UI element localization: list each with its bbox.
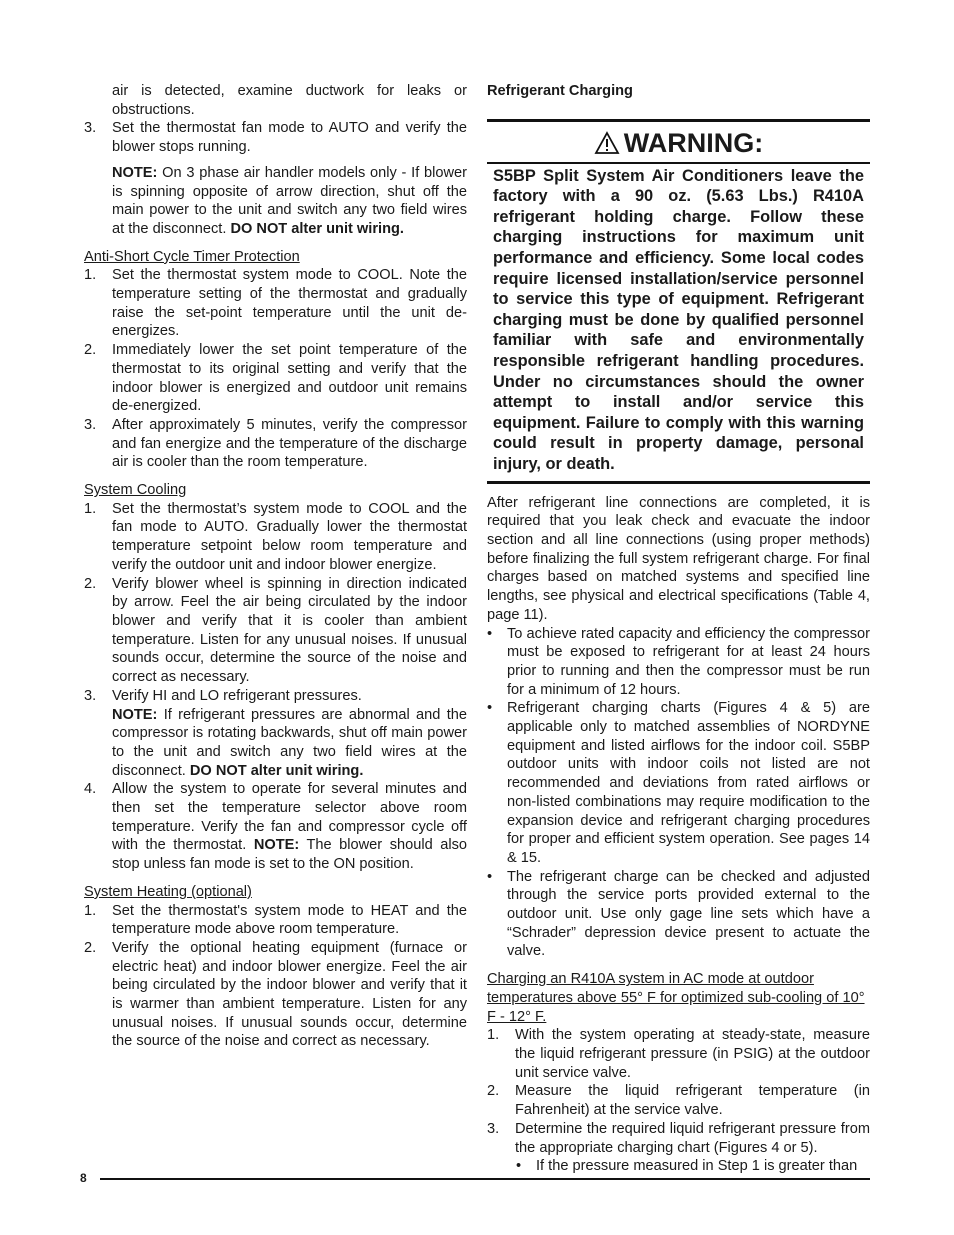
- after-paragraph: After refrigerant line connections are completed, it is required that you leak check and evacuate the indoor section and all line connections (using proper methods) before finalizing the full system refrigerant charge. For final charges based on matched systems and specified line lengths, see physical and electrical specifications (Table 4, page 11).: [487, 494, 870, 623]
- section-title: Refrigerant Charging: [487, 83, 633, 99]
- list-item: [487, 699, 870, 867]
- list-item-number: 1.: [84, 267, 97, 284]
- warning-title: WARNING:: [623, 127, 764, 158]
- list-item: [487, 1026, 870, 1082]
- note-label: NOTE:: [112, 706, 158, 723]
- list-item: [84, 341, 467, 416]
- bullet-dot: •: [487, 700, 493, 717]
- list-item-number: 3.: [487, 1120, 500, 1137]
- intro-item-3-text: Set the thermostat fan mode to AUTO and verify the blower stops running.: [112, 120, 467, 156]
- list-item-number: 2.: [84, 342, 97, 359]
- intro-continuation: air is detected, examine ductwork for leaks or obstructions.: [112, 83, 467, 118]
- list-item-text: Verify HI and LO refrigerant pressures.: [112, 687, 362, 704]
- list-item: [84, 500, 467, 575]
- note-text: If refrigerant pressures are abnormal and the compressor is rotating backwards, shut off main power to the unit and switch any two field wires at the disconnect.: [112, 706, 467, 779]
- list-item-number: 2.: [84, 575, 97, 592]
- list-item-text: Allow the system to operate for several minutes and then set the temperature selector above room temperature. Verify the fan and compressor cycle off with the thermostat.: [112, 781, 467, 854]
- list-item: [84, 575, 467, 687]
- system-heating-heading: System Heating (optional): [84, 883, 252, 900]
- list-item-number: 1.: [487, 1027, 500, 1044]
- list-item: [84, 416, 467, 472]
- warning-triangle-icon: [594, 131, 620, 155]
- anti-short-cycle-heading: Anti-Short Cycle Timer Protection: [84, 248, 300, 265]
- bullet-dot: •: [487, 625, 493, 642]
- intro-item-3: [84, 119, 467, 156]
- bullet-list: [487, 625, 870, 962]
- list-item-number: 2.: [487, 1083, 500, 1100]
- list-item: [84, 780, 467, 874]
- list-item-number: 4.: [84, 781, 97, 798]
- list-item: [84, 939, 467, 1051]
- note-bold-end: DO NOT alter unit wiring.: [189, 762, 364, 779]
- list-item: [84, 902, 467, 939]
- charging-heading: Charging an R410A system in AC mode at outdoor temperatures above 55° F for optimized sub-cooling of 10° F - 12° F.: [487, 971, 865, 1025]
- list-item: [84, 687, 467, 781]
- list-item-number: 3.: [84, 416, 97, 433]
- asct-list: [84, 266, 467, 472]
- list-item-number: 2.: [84, 939, 97, 956]
- note-bold-end: DO NOT alter unit wiring.: [230, 220, 404, 237]
- list-item: [84, 266, 467, 341]
- note-text: The blower should also stop unless fan mode is set to the ON position.: [112, 837, 467, 873]
- list-item-text: To achieve rated capacity and efficiency the compressor must be exposed to refrigerant for at least 24 hours prior to running and then the compressor must be run for a minimum of 12 hours.: [507, 625, 870, 698]
- bullet-dot: •: [487, 868, 493, 885]
- page-number: 8: [80, 1171, 87, 1185]
- list-item-text: Immediately lower the set point temperature of the thermostat to its original setting and verify that the indoor blower is energized and outdoor unit remains de-energized.: [112, 342, 467, 415]
- intro-item-3-number: 3.: [84, 120, 97, 137]
- sub-bullet-text: If the pressure measured in Step 1 is greater than: [536, 1158, 858, 1175]
- list-item-text: With the system operating at steady-state, measure the liquid refrigerant pressure (in PSIG) at the outdoor unit service valve.: [515, 1027, 870, 1081]
- list-item-number: 1.: [84, 500, 97, 517]
- list-item-number: 1.: [84, 902, 97, 919]
- bullet-dot: •: [516, 1158, 522, 1175]
- list-item-number: 3.: [84, 687, 97, 704]
- list-item-text: Refrigerant charging charts (Figures 4 & 5) are applicable only to matched assemblies of NORDYNE equipment and listed airflows for the indoor coil. S5BP outdoor units with indoor coils not listed are not recommended and deviations from rated airflows or non-listed combinations may require modification to the expansion device and refrigerant charging procedures for proper and efficient system operation. See pages 14 & 15.: [507, 700, 870, 866]
- list-item-text: Measure the liquid refrigerant temperature (in Fahrenheit) at the service valve.: [515, 1083, 870, 1119]
- list-item-text: Verify blower wheel is spinning in direction indicated by arrow. Feel the air being circulated by the indoor blower and verify that it is cooler than ambient temperature. Listen for any unusual noises. If unusual sounds occur, determine the source of the noise and correct as necessary.: [112, 575, 467, 686]
- list-item-text: After approximately 5 minutes, verify the compressor and fan energize and the temperature of the discharge air is cooler than the room temperature.: [112, 416, 467, 471]
- list-item-text: Verify the optional heating equipment (furnace or electric heat) and indoor blower energize. Feel the air being circulated by the indoor blower and verify that it is warmer than ambient temperature. Listen for any unusual noises. If unusual sounds occur, determine the source of the noise and correct as necessary.: [112, 939, 467, 1050]
- list-item: [487, 1082, 870, 1119]
- list-item-text: Set the thermostat system mode to COOL. Note the temperature setting of the thermostat and gradually raise the set-point temperature until the unit de-energizes.: [112, 267, 467, 340]
- list-item-text: The refrigerant charge can be checked and adjusted through the service ports provided external to the outdoor unit. Use only gage line sets which have a “Schrader” depression device present to actuate the valve.: [507, 868, 870, 960]
- note-label: NOTE:: [112, 164, 158, 181]
- left-column: [84, 82, 467, 1051]
- right-column: [487, 82, 870, 1176]
- list-item-text: Set the thermostat’s system mode to COOL and the fan mode to AUTO. Gradually lower the thermostat temperature setpoint below room temperature and verify the outdoor unit and indoor blower energize.: [112, 500, 467, 573]
- list-item-text: Determine the required liquid refrigerant pressure from the appropriate charging chart (Figures 4 or 5).: [515, 1120, 870, 1156]
- note-block-1: [84, 164, 467, 239]
- footer-rule: [100, 1178, 870, 1180]
- note-label: NOTE:: [253, 837, 300, 854]
- warning-header: [487, 122, 870, 164]
- list-item: [487, 868, 870, 962]
- warning-box: [487, 119, 870, 484]
- list-item: [487, 625, 870, 700]
- list-item-text: Set the thermostat's system mode to HEAT and the temperature mode above room temperature.: [112, 902, 467, 938]
- sub-bullet-item: [487, 1157, 870, 1176]
- charging-list: [487, 1026, 870, 1176]
- note-text: On 3 phase air handler models only - If blower is spinning opposite of arrow direction, shut off the main power to the unit and switch any two field wires at the disconnect.: [112, 164, 467, 237]
- list-item: [487, 1120, 870, 1157]
- system-cooling-heading: System Cooling: [84, 482, 187, 499]
- warning-body: S5BP Split System Air Conditioners leave the factory with a 90 oz. (5.63 Lbs.) R410A refrigerant holding charge. Follow these charging instructions for maximum unit performance and efficiency. Some local codes require licensed installation/service personnel to service this type of equipment. Refrigerant charging must be done by qualified personnel familiar with safe and environmentally responsible refrigerant handling procedures. Under no circumstances should the owner attempt to install and/or service this equipment. Failure to comply with this warning could result in property damage, personal injury, or death.: [493, 166, 864, 474]
